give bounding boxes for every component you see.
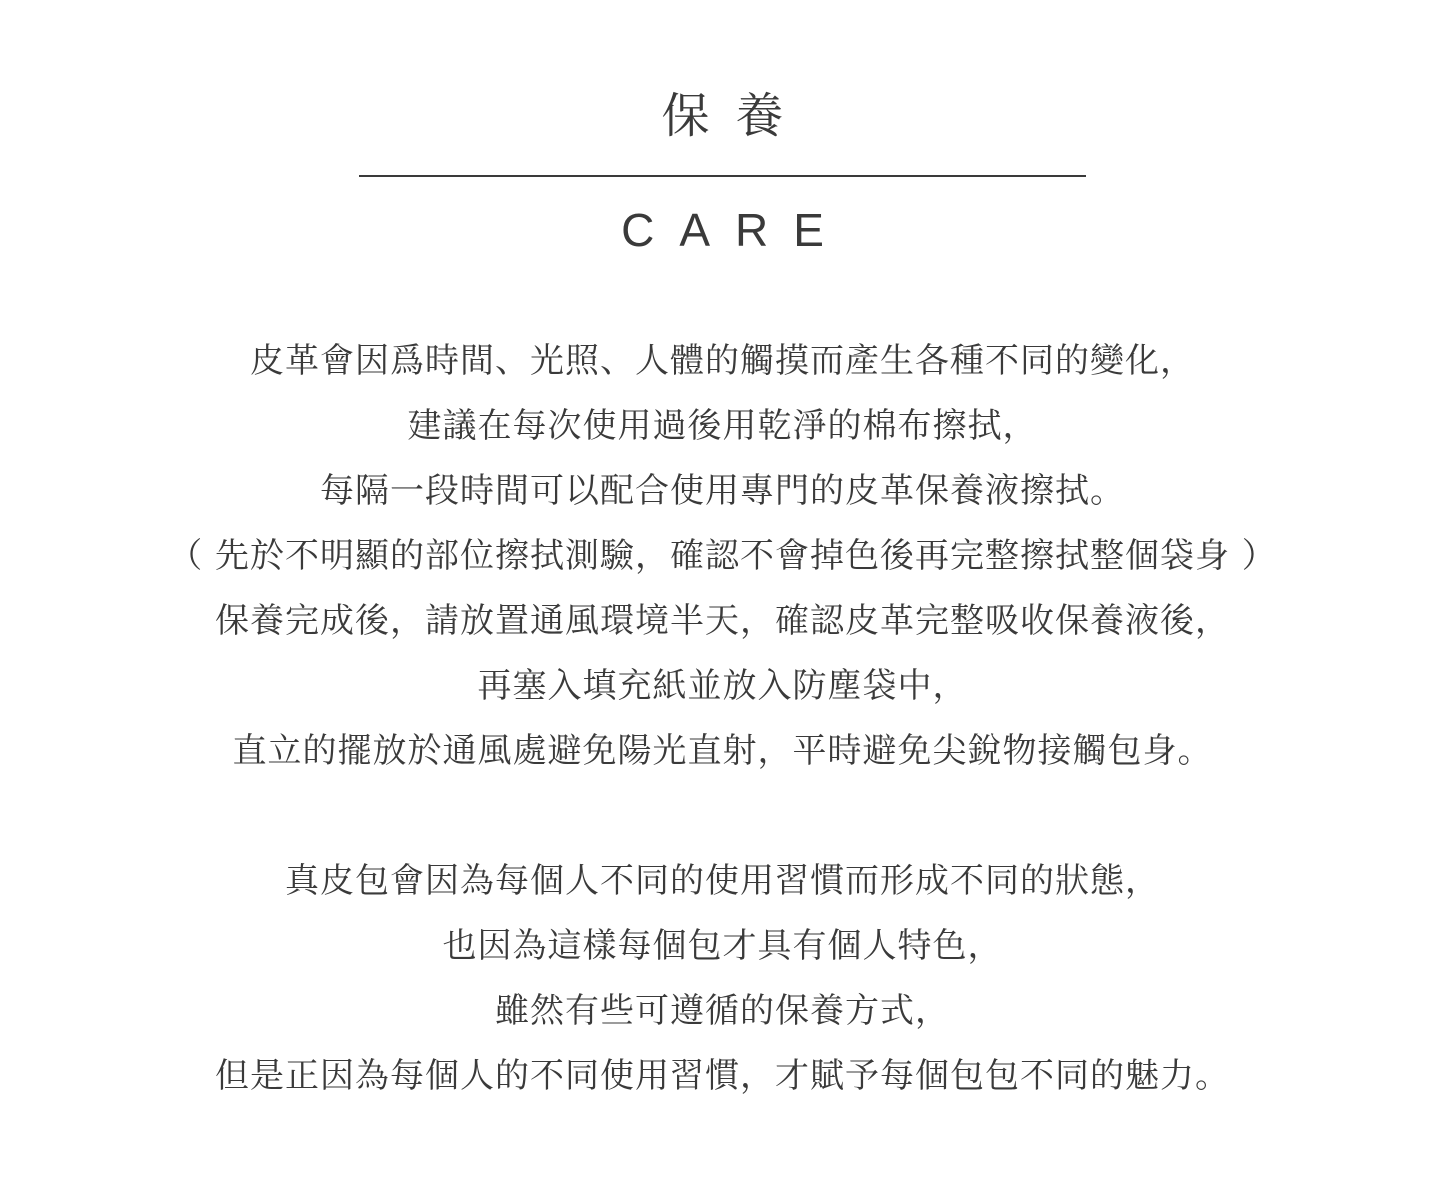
care-instructions-paragraph [0,329,1445,784]
care-instruction-line: 再塞入填充紙並放入防塵袋中， [477,666,968,706]
leather-note-paragraph [0,849,1445,1109]
page-title-english: CARE [621,204,849,256]
leather-note-line: 真皮包會因為每個人不同的使用習慣而形成不同的狀態， [285,861,1160,901]
care-instruction-line: 保養完成後，請放置通風環境半天，確認皮革完整吸收保養液後， [215,601,1230,641]
care-instruction-line: 直立的擺放於通風處避免陽光直射，平時避免尖銳物接觸包身。 [232,731,1213,771]
leather-note-line: 雖然有些可遵循的保養方式， [495,991,950,1031]
care-instruction-line: 皮革會因爲時間、光照、人體的觸摸而產生各種不同的變化， [250,341,1195,381]
care-instruction-line: 每隔一段時間可以配合使用專門的皮革保養液擦拭。 [320,471,1125,511]
leather-note-line: 也因為這樣每個包才具有個人特色， [442,926,1003,966]
title-divider [359,175,1086,177]
leather-note-line: 但是正因為每個人的不同使用習慣，才賦予每個包包不同的魅力。 [215,1056,1230,1096]
care-instruction-line: 建議在每次使用過後用乾淨的棉布擦拭， [407,406,1038,446]
care-instruction-line: （ 先於不明顯的部位擦拭測驗，確認不會掉色後再完整擦拭整個袋身 ） [168,536,1277,576]
page-title-chinese: 保養 [661,88,810,144]
